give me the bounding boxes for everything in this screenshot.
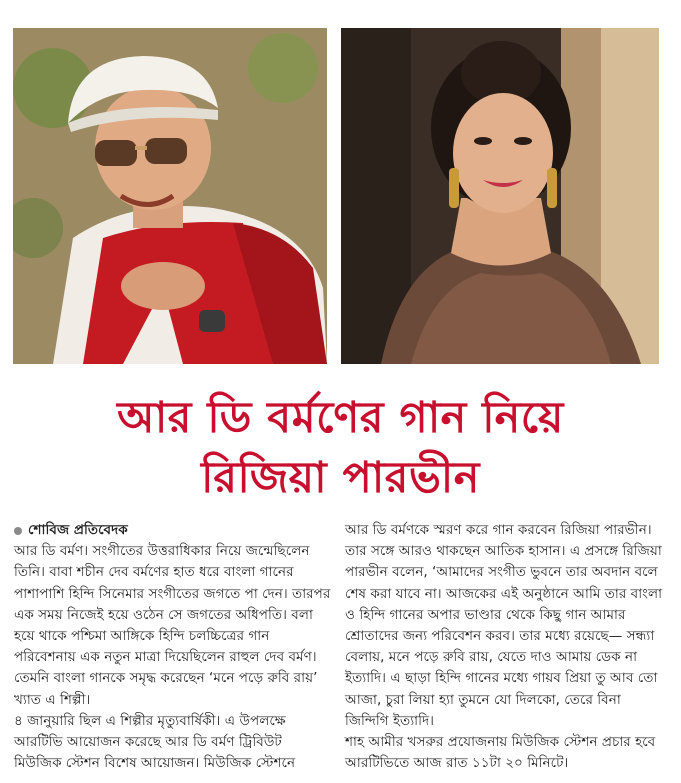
byline-text: শোবিজ প্রতিবেদক	[28, 522, 128, 538]
paragraph: আর ডি বর্মণ। সংগীতের উত্তরাধিকার নিয়ে জন্মেছিলেন তিনি। বাবা শচীন দেব বর্মণের হাত ধরে বাংলা গানের পাশাপাশি হিন্দি সিনেমার সংগীতের জগতে পা দেন। তারপর এক সময় নিজেই হয়ে ওঠেন সে জগতের অধিপতি। বলা হয়ে থাকে পশ্চিমা আঙ্গিকে হিন্দি চলচ্চিত্রের গান পরিবেশনায় এক নতুন মাত্রা দিয়েছিলেন রাহুল দেব বর্মণ। তেমনি বাংলা গানকে সমৃদ্ধ করেছেন ‘মনে পড়ে রুবি রায়’ খ্যাত এ শিল্পী।	[14, 543, 331, 708]
paragraph: শাহ আমীর খসরুর প্রযোজনায় মিউজিক স্টেশন প্রচার হবে আরটিভিতে আজ রাত ১১টা ২০ মিনিটে।	[345, 734, 656, 772]
photo-rd-burman	[13, 28, 327, 364]
headline-line-1: আর ডি বর্মণের গান নিয়ে	[117, 393, 564, 443]
paragraph: আর ডি বর্মণকে স্মরণ করে গান করবেন রিজিয়া পারভীন। তার সঙ্গে আরও থাকছেন আতিক হাসান। এ প্রসঙ্গে রিজিয়া পারভীন বলেন, ‘আমাদের সংগীত ভুবনে তার অবদান বলে শেষ করা যাবে না। আজকের এই অনুষ্ঠানে আমি তার বাংলা ও হিন্দি গানের অপার ভাণ্ডার থেকে কিছু গান আমার শ্রোতাদের জন্য পরিবেশন করব। তার মধ্যে রয়েছে— সন্ধ্যা বেলায়, মনে পড়ে রুবি রায়, যেতে দাও আমায় ডেক না ইত্যাদি। এ ছাড়া হিন্দি গানের মধ্যে গায়ব প্রিয়া তু আব তো আজা, চুরা লিয়া হ্যা তুমনে যো দিলকো, তেরে বিনা জিন্দিগি ইত্যাদি।	[345, 522, 663, 729]
photo-rd-burman-illustration	[13, 28, 327, 364]
byline	[14, 520, 331, 541]
headline-line-2: রিজিয়া পারভীন	[201, 453, 480, 503]
article-column-right	[345, 520, 663, 774]
photo-rizia-parvin-illustration	[341, 28, 659, 364]
bullet-icon	[14, 527, 22, 535]
headline	[0, 388, 681, 508]
article-column-left	[14, 520, 331, 774]
photo-rizia-parvin	[341, 28, 659, 364]
paragraph: ৪ জানুয়ারি ছিল এ শিল্পীর মৃত্যুবার্ষিকী। এ উপলক্ষে আরটিভি আয়োজন করেছে আর ডি বর্মণ ট্রিবিউট মিউজিক স্টেশন বিশেষ আয়োজন। মিউজিক স্টেশনে	[14, 712, 296, 772]
